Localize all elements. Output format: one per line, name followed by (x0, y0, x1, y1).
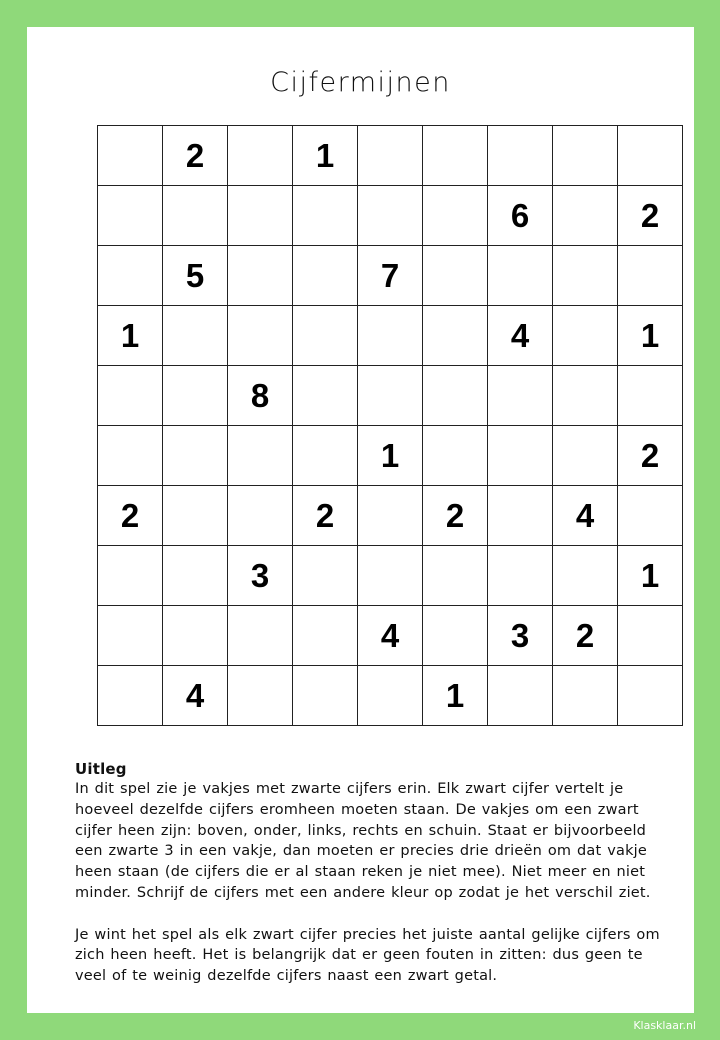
clue-cell: 4 (163, 666, 228, 726)
empty-cell[interactable] (488, 546, 553, 606)
clue-cell: 4 (553, 486, 618, 546)
empty-cell[interactable] (423, 126, 488, 186)
empty-cell[interactable] (163, 426, 228, 486)
clue-cell: 1 (618, 306, 683, 366)
clue-cell: 7 (358, 246, 423, 306)
empty-cell[interactable] (488, 666, 553, 726)
empty-cell[interactable] (618, 666, 683, 726)
empty-cell[interactable] (163, 546, 228, 606)
empty-cell[interactable] (163, 186, 228, 246)
empty-cell[interactable] (163, 606, 228, 666)
empty-cell[interactable] (163, 486, 228, 546)
puzzle-grid (97, 125, 683, 726)
clue-cell: 1 (293, 126, 358, 186)
empty-cell[interactable] (553, 666, 618, 726)
empty-cell[interactable] (358, 126, 423, 186)
empty-cell[interactable] (553, 366, 618, 426)
clue-cell: 6 (488, 186, 553, 246)
empty-cell[interactable] (488, 486, 553, 546)
empty-cell[interactable] (553, 306, 618, 366)
empty-cell[interactable] (618, 126, 683, 186)
empty-cell[interactable] (98, 366, 163, 426)
empty-cell[interactable] (228, 666, 293, 726)
clue-cell: 4 (358, 606, 423, 666)
explanation-heading: Uitleg (75, 760, 127, 778)
empty-cell[interactable] (358, 486, 423, 546)
empty-cell[interactable] (293, 186, 358, 246)
empty-cell[interactable] (98, 186, 163, 246)
clue-cell: 1 (98, 306, 163, 366)
empty-cell[interactable] (618, 246, 683, 306)
empty-cell[interactable] (293, 606, 358, 666)
empty-cell[interactable] (228, 606, 293, 666)
empty-cell[interactable] (423, 426, 488, 486)
empty-cell[interactable] (618, 486, 683, 546)
empty-cell[interactable] (293, 366, 358, 426)
empty-cell[interactable] (358, 546, 423, 606)
site-credit: Klasklaar.nl (633, 1019, 696, 1032)
empty-cell[interactable] (293, 306, 358, 366)
grid-row (98, 186, 683, 246)
clue-cell: 2 (98, 486, 163, 546)
clue-cell: 3 (488, 606, 553, 666)
empty-cell[interactable] (358, 306, 423, 366)
empty-cell[interactable] (228, 486, 293, 546)
empty-cell[interactable] (423, 246, 488, 306)
empty-cell[interactable] (163, 366, 228, 426)
empty-cell[interactable] (488, 246, 553, 306)
explanation-paragraph-1: In dit spel zie je vakjes met zwarte cijfers erin. Elk zwart cijfer vertelt je hoeveel dezelfde cijfers eromheen moeten staan. De vakjes om een zwart cijfer heen zijn: boven, onder, links, rechts en schuin. Staat er bijvoorbeeld een zwarte 3 in een vakje, dan moeten er precies drie drieën om dat vakje heen staan (de cijfers die er al staan reken je niet mee). Niet meer en niet minder. Schrijf de cijfers met een andere kleur op zodat je het verschil ziet. (75, 781, 651, 901)
clue-cell: 2 (618, 186, 683, 246)
grid-row (98, 546, 683, 606)
empty-cell[interactable] (423, 186, 488, 246)
grid-row (98, 366, 683, 426)
grid-row (98, 306, 683, 366)
grid-row (98, 246, 683, 306)
empty-cell[interactable] (163, 306, 228, 366)
empty-cell[interactable] (228, 186, 293, 246)
empty-cell[interactable] (358, 186, 423, 246)
empty-cell[interactable] (228, 126, 293, 186)
empty-cell[interactable] (98, 126, 163, 186)
grid-row (98, 486, 683, 546)
grid-row (98, 426, 683, 486)
empty-cell[interactable] (423, 546, 488, 606)
clue-cell: 2 (423, 486, 488, 546)
empty-cell[interactable] (293, 246, 358, 306)
empty-cell[interactable] (488, 126, 553, 186)
empty-cell[interactable] (293, 426, 358, 486)
clue-cell: 2 (618, 426, 683, 486)
worksheet (27, 27, 694, 1013)
clue-cell: 1 (423, 666, 488, 726)
empty-cell[interactable] (98, 246, 163, 306)
empty-cell[interactable] (98, 546, 163, 606)
empty-cell[interactable] (553, 426, 618, 486)
empty-cell[interactable] (488, 426, 553, 486)
empty-cell[interactable] (553, 246, 618, 306)
empty-cell[interactable] (293, 546, 358, 606)
grid-row (98, 606, 683, 666)
empty-cell[interactable] (553, 186, 618, 246)
empty-cell[interactable] (553, 546, 618, 606)
empty-cell[interactable] (98, 426, 163, 486)
empty-cell[interactable] (553, 126, 618, 186)
empty-cell[interactable] (358, 666, 423, 726)
empty-cell[interactable] (358, 366, 423, 426)
grid-row (98, 126, 683, 186)
page-title: Cijfermijnen (270, 67, 451, 98)
explanation-paragraph-2: Je wint het spel als elk zwart cijfer precies het juiste aantal gelijke cijfers om zich heen heeft. Het is belangrijk dat er geen fouten in zitten: dus geen te veel of te weinig dezelfde cijfers naast een zwart getal. (75, 926, 660, 985)
clue-cell: 2 (553, 606, 618, 666)
empty-cell[interactable] (423, 306, 488, 366)
clue-cell: 4 (488, 306, 553, 366)
empty-cell[interactable] (98, 606, 163, 666)
clue-cell: 5 (163, 246, 228, 306)
clue-cell: 1 (618, 546, 683, 606)
empty-cell[interactable] (423, 366, 488, 426)
clue-cell: 1 (358, 426, 423, 486)
empty-cell[interactable] (228, 306, 293, 366)
empty-cell[interactable] (293, 666, 358, 726)
explanation (75, 759, 675, 1008)
empty-cell[interactable] (618, 366, 683, 426)
empty-cell[interactable] (228, 246, 293, 306)
grid-row (98, 666, 683, 726)
empty-cell[interactable] (618, 606, 683, 666)
empty-cell[interactable] (423, 606, 488, 666)
clue-cell: 2 (163, 126, 228, 186)
empty-cell[interactable] (98, 666, 163, 726)
empty-cell[interactable] (488, 366, 553, 426)
empty-cell[interactable] (228, 426, 293, 486)
clue-cell: 3 (228, 546, 293, 606)
clue-cell: 8 (228, 366, 293, 426)
clue-cell: 2 (293, 486, 358, 546)
